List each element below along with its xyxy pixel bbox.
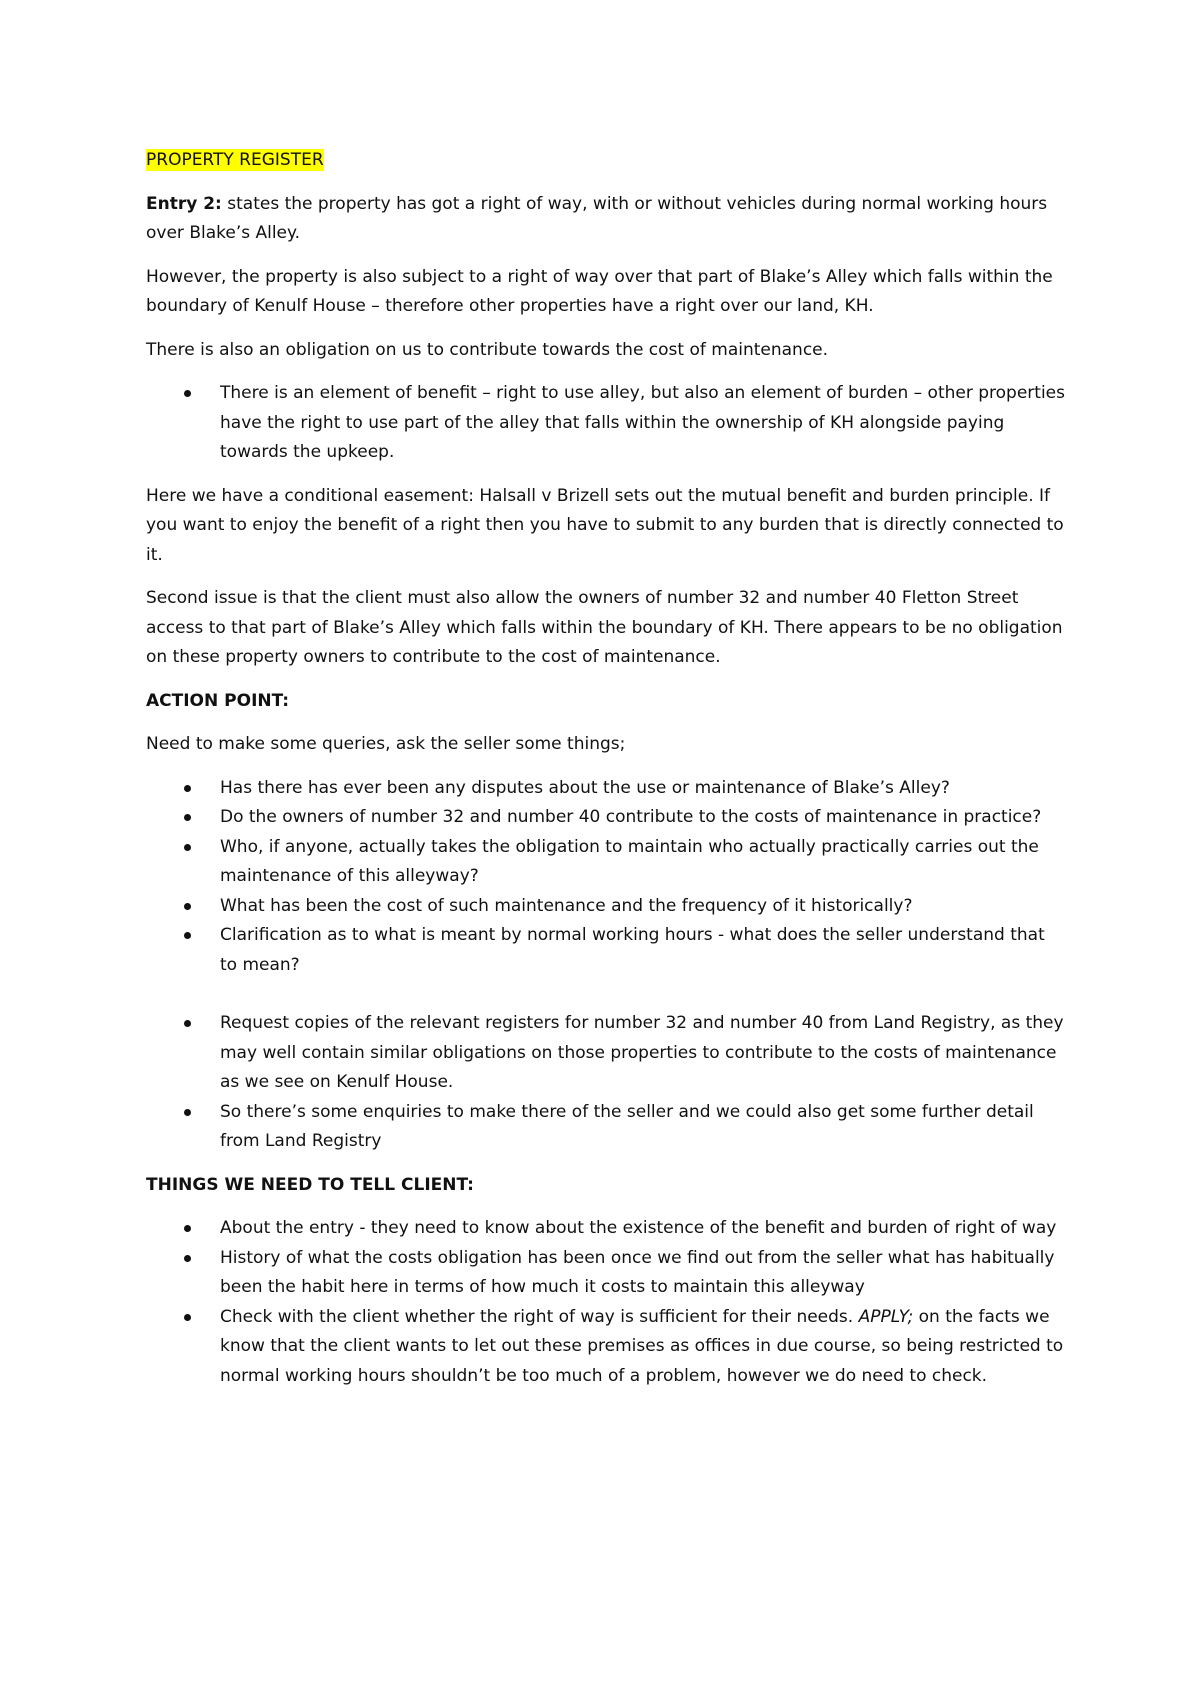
second-issue-paragraph: Second issue is that the client must also allow the owners of number 32 and number 40 Fletton Street access to that part of Blake’s Alley which falls within the boundary of KH. There appears to be no obligation on these property owners to contribute to the cost of maintenance. (146, 588, 1063, 667)
list-item (146, 1244, 1066, 1303)
bullet-icon (184, 844, 191, 851)
action-point-intro: Need to make some queries, ask the seller some things; (146, 734, 626, 754)
bullet-icon (184, 1314, 191, 1321)
list-spacer (146, 980, 1066, 1009)
document-body (146, 146, 1066, 1405)
list-item-text: Has there has ever been any disputes about the use or maintenance of Blake’s Alley? (220, 777, 950, 798)
list-item (146, 379, 1066, 468)
list-item-text: History of what the costs obligation has been once we find out from the seller what has habitually been the habit here in terms of how much it costs to maintain this alleyway (220, 1247, 1055, 1297)
list-item (146, 774, 1066, 804)
bullet-icon (184, 814, 191, 821)
tell-client-heading (146, 1171, 1066, 1201)
bullet-icon (184, 903, 191, 910)
list-item-text: Do the owners of number 32 and number 40 contribute to the costs of maintenance in practice? (220, 807, 1042, 827)
list-item-text: Request copies of the relevant registers for number 32 and number 40 from Land Registry, as they may well contain similar obligations on those properties to contribute to the costs of maintenance as we see on Kenulf House. (220, 1013, 1064, 1092)
list-item-text: Check with the client whether the right of way is sufficient for their needs. (220, 1306, 859, 1327)
bullet-icon (184, 932, 191, 939)
bullet-icon (184, 390, 191, 397)
entry-paragraph (146, 190, 1066, 249)
list-item-text: What has been the cost of such maintenance and the frequency of it historically? (220, 895, 913, 916)
list-item-text: About the entry - they need to know about the existence of the benefit and burden of right of way (220, 1218, 1057, 1238)
bullet-icon (184, 1225, 191, 1232)
list-item (146, 1098, 1066, 1157)
entry-text: states the property has got a right of way, with or without vehicles during normal working hours over Blake’s Alley. (146, 193, 1048, 243)
bullet-icon (184, 1255, 191, 1262)
bullet-icon (184, 1020, 191, 1027)
highlighted-title: PROPERTY REGISTER (146, 150, 324, 170)
section-title (146, 146, 1066, 176)
list-item (146, 1303, 1066, 1392)
list-item-text: There is an element of benefit – right to use alley, but also an element of burden – other properties have the right to use part of the alley that falls within the ownership of KH alongside paying towards the upkeep. (220, 383, 1065, 462)
queries-list (146, 774, 1066, 1157)
list-item (146, 921, 1066, 980)
entry-label: Entry 2: (146, 193, 222, 214)
list-item-text: Clarification as to what is meant by normal working hours - what does the seller understand that to mean? (220, 925, 1045, 975)
list-item-text: Who, if anyone, actually takes the obligation to maintain who actually practically carries out the maintenance of this alleyway? (220, 836, 1039, 886)
list-item (146, 1009, 1066, 1098)
tell-client-list (146, 1214, 1066, 1391)
apply-emphasis: APPLY; (858, 1306, 914, 1327)
list-item-text: So there’s some enquiries to make there of the seller and we could also get some further detail from Land Registry (220, 1101, 1034, 1151)
list-item-text-continued: on the facts we know that the client wants to let out these premises as offices in due course, so being restricted to normal working hours shouldn’t be too much of a problem, however we do need to check. (220, 1306, 1064, 1386)
tell-client-heading-text: THINGS WE NEED TO TELL CLIENT: (146, 1174, 474, 1195)
action-point-heading-text: ACTION POINT: (146, 690, 290, 711)
action-point-heading (146, 687, 1066, 717)
list-item (146, 833, 1066, 892)
however-paragraph: However, the property is also subject to a right of way over that part of Blake’s Alley which falls within the boundary of Kenulf House – therefore other properties have a right over our land, KH. (146, 266, 1053, 316)
benefit-list (146, 379, 1066, 468)
bullet-icon (184, 1109, 191, 1116)
list-item (146, 803, 1066, 833)
list-item (146, 1214, 1066, 1244)
bullet-icon (184, 785, 191, 792)
obligation-paragraph: There is also an obligation on us to contribute towards the cost of maintenance. (146, 339, 829, 360)
conditional-paragraph: Here we have a conditional easement: Halsall v Brizell sets out the mutual benefit and burden principle. If you want to enjoy the benefit of a right then you have to submit to any burden that is directly connected to it. (146, 485, 1064, 565)
list-item (146, 892, 1066, 922)
